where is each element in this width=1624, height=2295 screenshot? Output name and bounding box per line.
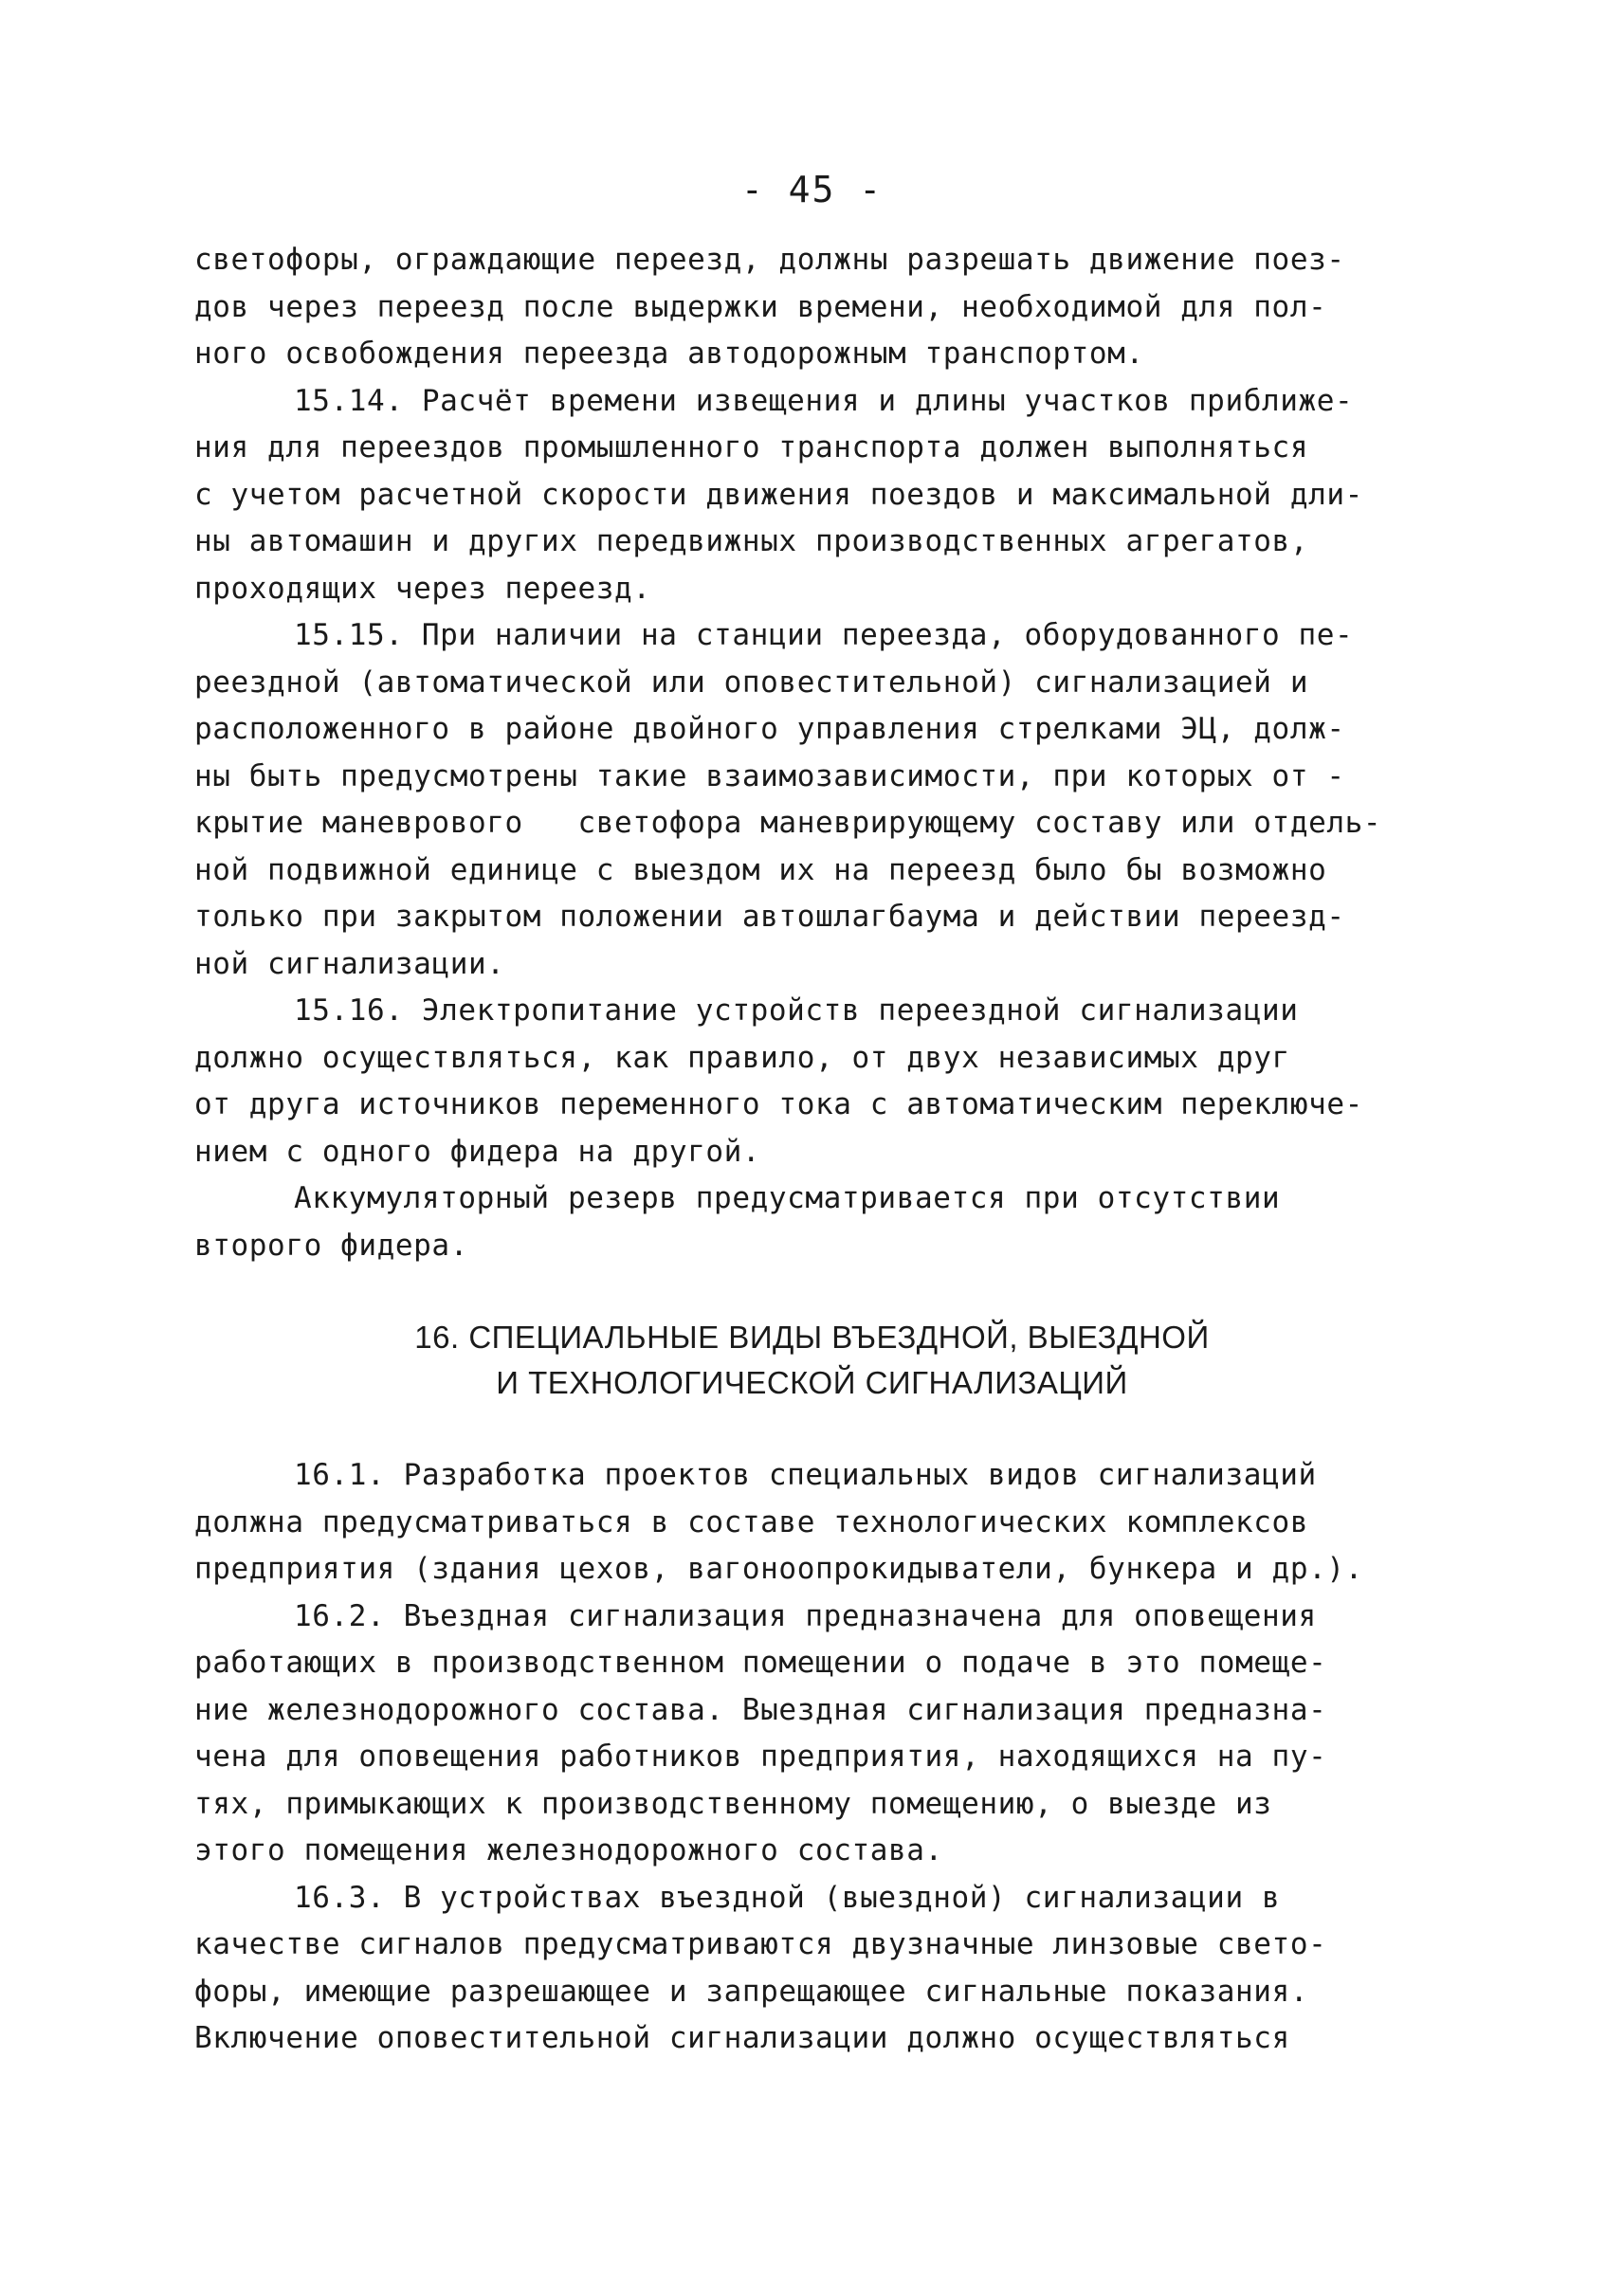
text-line: должна предусматриваться в составе технологических комплексов: [194, 1504, 1309, 1539]
text-line: Аккумуляторный резерв предусматривается при отсутствии: [294, 1181, 1281, 1215]
text-line: только при закрытом положении автошлагбаума и действии переезд-: [194, 900, 1345, 934]
text-line: этого помещения железнодорожного состава.: [194, 1833, 943, 1867]
text-line: ние железнодорожного состава. Выездная сигнализация предназна-: [194, 1692, 1327, 1727]
text-line: 15.16. Электропитание устройств переездной сигнализации: [294, 993, 1299, 1028]
text-line: работающих в производственном помещении о подаче в это помеще-: [194, 1646, 1327, 1680]
text-line: проходящих через переезд.: [194, 571, 651, 606]
text-line: ния для переездов промышленного транспорта должен выполняться: [194, 430, 1309, 464]
text-line: ны быть предусмотрены такие взаимозависимости, при которых от -: [194, 758, 1345, 793]
page-number: - 45 -: [740, 169, 884, 210]
text-line: тях, примыкающих к производственному помещению, о выезде из: [194, 1786, 1272, 1821]
text-line: ной сигнализации.: [194, 946, 505, 981]
text-line: Включение оповестительной сигнализации должно осуществляться: [194, 2021, 1290, 2055]
text-line: дов через переезд после выдержки времени, необходимой для пол-: [194, 289, 1327, 324]
text-line: нием с одного фидера на другой.: [194, 1134, 761, 1169]
text-line: предприятия (здания цехов, вагоноопрокидыватели, бункера и др.).: [194, 1552, 1363, 1586]
text-block-bottom: [194, 1452, 1446, 2063]
section-heading-line-1: 16. СПЕЦИАЛЬНЫЕ ВИДЫ ВЪЕЗДНОЙ, ВЫЕЗДНОЙ: [414, 1320, 1210, 1355]
text-line: чена для оповещения работников предприятия, находящихся на пу-: [194, 1739, 1327, 1774]
text-line: светофоры, ограждающие переезд, должны разрешать движение поез-: [194, 243, 1345, 277]
text-line: ны автомашин и других передвижных производственных агрегатов,: [194, 524, 1309, 558]
text-line: форы, имеющие разрешающее и запрещающее сигнальные показания.: [194, 1974, 1309, 2009]
text-line: качестве сигналов предусматриваются двузначные линзовые свето-: [194, 1927, 1327, 1961]
text-line: крытие маневрового светофора маневрирующему составу или отдель-: [194, 806, 1382, 840]
text-line: 15.14. Расчёт времени извещения и длины участков приближе-: [294, 383, 1354, 418]
text-line: второго фидера.: [194, 1228, 468, 1263]
text-line: реездной (автоматической или оповестительной) сигнализацией и: [194, 665, 1309, 700]
text-line: ного освобождения переезда автодорожным транспортом.: [194, 337, 1144, 371]
text-line: с учетом расчетной скорости движения поездов и максимальной дли-: [194, 477, 1363, 512]
text-line: 15.15. При наличии на станции переезда, оборудованного пе-: [294, 618, 1354, 652]
text-line: 16.1. Разработка проектов специальных видов сигнализаций: [294, 1458, 1317, 1492]
text-line: должно осуществляться, как правило, от двух независимых друг: [194, 1040, 1290, 1075]
text-line: 16.2. Въездная сигнализация предназначена для оповещения: [294, 1598, 1317, 1633]
text-line: ной подвижной единице с выездом их на переезд было бы возможно: [194, 852, 1327, 887]
text-line: 16.3. В устройствах въездной (выездной) сигнализации в: [294, 1880, 1281, 1915]
text-block-top: [194, 237, 1446, 1269]
text-line: от друга источников переменного тока с автоматическим переключе-: [194, 1087, 1363, 1121]
text-line: расположенного в районе двойного управления стрелками ЭЦ, долж-: [194, 712, 1345, 746]
section-heading-line-2: И ТЕХНОЛОГИЧЕСКОЙ СИГНАЛИЗАЦИЙ: [496, 1365, 1128, 1400]
